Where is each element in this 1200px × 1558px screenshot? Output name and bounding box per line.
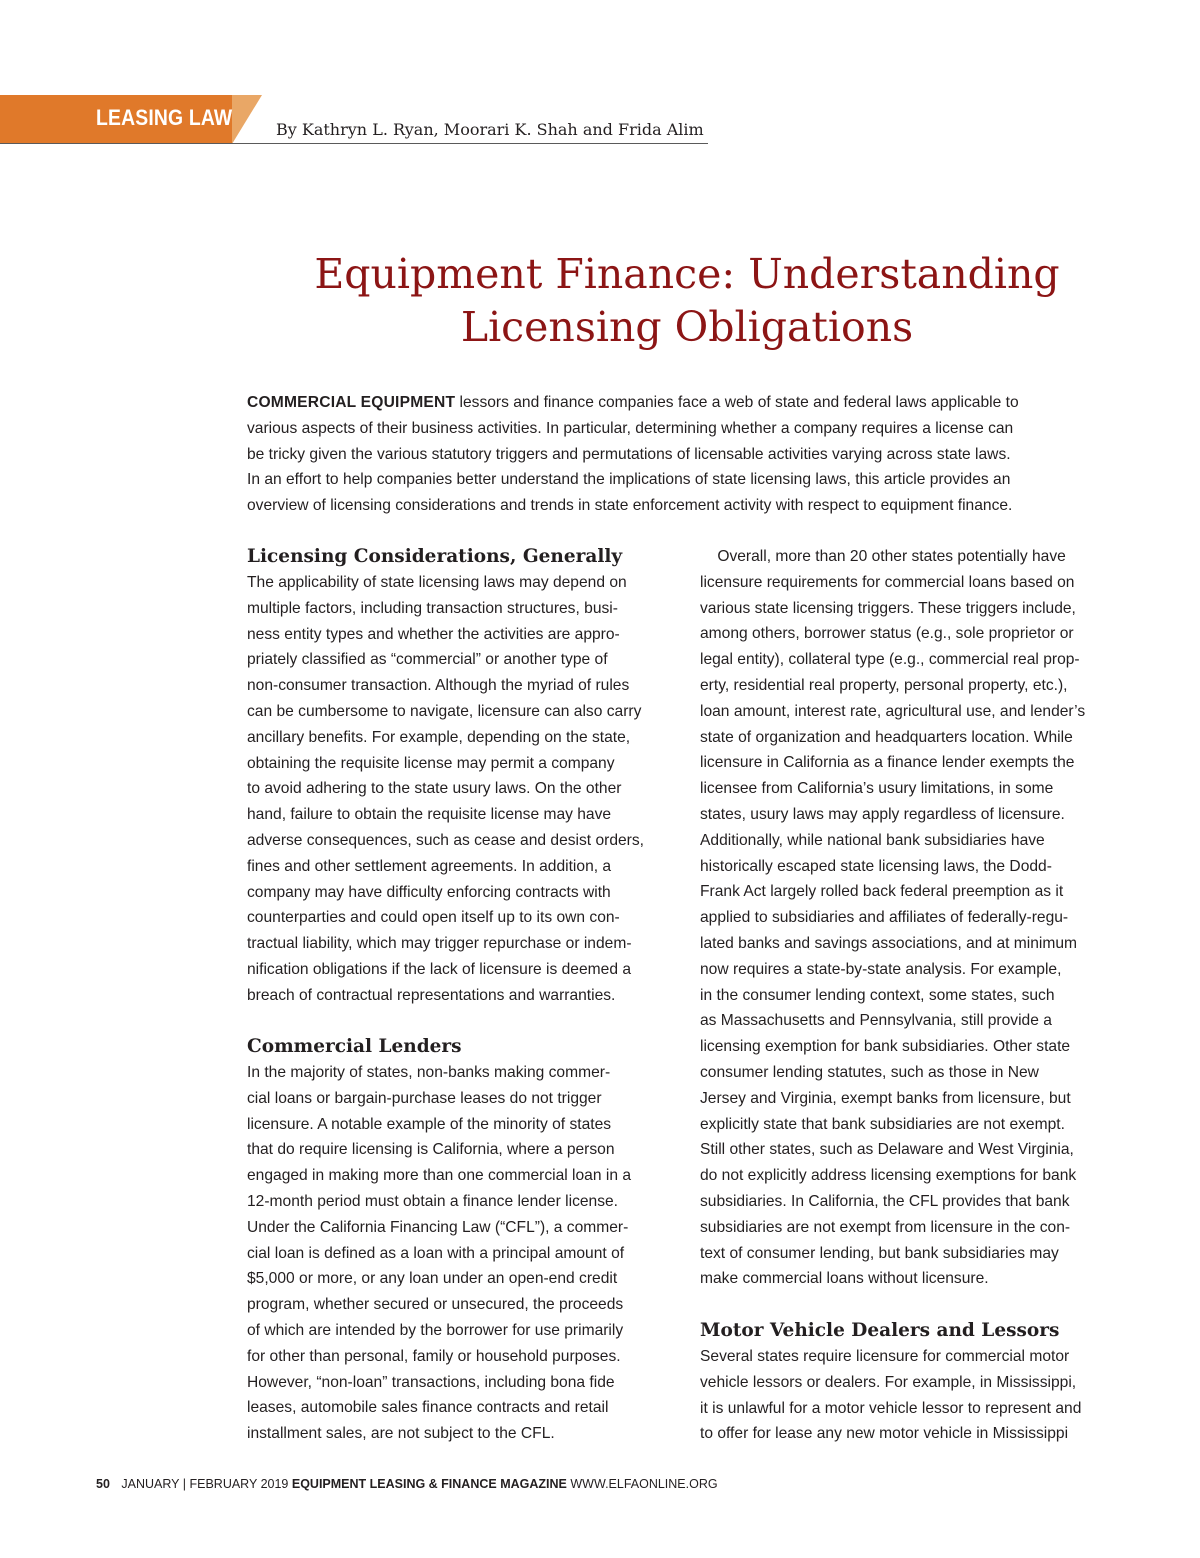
section-body — [247, 1060, 631, 1447]
body-line: text of consumer lending, but bank subsidiaries may — [700, 1244, 1059, 1262]
body-line: Jersey and Virginia, exempt banks from licensure, but — [700, 1089, 1071, 1107]
body-line: nification obligations if the lack of licensure is deemed a — [247, 960, 631, 978]
body-line: for other than personal, family or household purposes. — [247, 1347, 621, 1365]
body-line: subsidiaries. In California, the CFL provides that bank — [700, 1192, 1070, 1210]
body-line: historically escaped state licensing laws, the Dodd- — [700, 857, 1052, 875]
body-line: applied to subsidiaries and affiliates of federally-regu- — [700, 909, 1069, 927]
body-line: make commercial loans without licensure. — [700, 1270, 989, 1288]
body-line: licensing exemption for bank subsidiaries. Other state — [700, 1038, 1071, 1056]
byline: By Kathryn L. Ryan, Moorari K. Shah and Frida Alim — [276, 120, 704, 139]
body-line: vehicle lessors or dealers. For example, in Mississippi, — [700, 1373, 1077, 1391]
body-line: non-consumer transaction. Although the myriad of rules — [247, 677, 630, 695]
body-line: ancillary benefits. For example, depending on the state, — [247, 728, 631, 746]
lead-line: various aspects of their business activities. In particular, determining whether a company requires a license can — [247, 419, 1014, 437]
body-line: lated banks and savings associations, and at minimum — [700, 934, 1078, 952]
body-line: that do require licensing is California, where a person — [247, 1141, 615, 1159]
section-tab-fold — [232, 95, 262, 144]
body-line: various state licensing triggers. These triggers include, — [700, 599, 1076, 617]
title-line: Licensing Obligations — [460, 303, 914, 351]
magazine-name: EQUIPMENT LEASING & FINANCE MAGAZINE — [291, 1477, 567, 1491]
body-line: counterparties and could open itself up to its own con- — [247, 909, 620, 927]
lead-line-rest: lessors and finance companies face a web of state and federal laws applicable to — [455, 394, 1019, 411]
website: WWW.ELFAONLINE.ORG — [570, 1477, 718, 1491]
body-line: multiple factors, including transaction structures, busi- — [247, 599, 618, 617]
body-line: installment sales, are not subject to the CFL. — [247, 1425, 555, 1443]
body-line: do not explicitly address licensing exemptions for bank — [700, 1167, 1077, 1185]
body-line: Under the California Financing Law (“CFL”), a commer- — [247, 1218, 629, 1236]
body-line: company may have difficulty enforcing contracts with — [247, 883, 611, 901]
body-line: fines and other settlement agreements. In addition, a — [247, 857, 612, 875]
body-line: However, “non-loan” transactions, including bona fide — [247, 1373, 615, 1391]
body-line: Frank Act largely rolled back federal preemption as it — [700, 883, 1064, 901]
body-line: 12-month period must obtain a finance lender license. — [247, 1192, 619, 1210]
body-line: tractual liability, which may trigger repurchase or indem- — [247, 935, 632, 953]
body-line: explicitly state that bank subsidiaries are not exempt. — [700, 1115, 1065, 1133]
body-line: engaged in making more than one commercial loan in a — [247, 1167, 632, 1185]
body-line: priately classified as “commercial” or another type of — [247, 651, 608, 669]
byline-rule — [0, 143, 708, 144]
body-line: In the majority of states, non-banks making commer- — [247, 1064, 611, 1081]
body-line: erty, residential real property, personal property, etc.), — [700, 676, 1068, 694]
body-line: to offer for lease any new motor vehicle in Mississippi — [700, 1425, 1069, 1443]
section-body — [247, 570, 644, 1009]
body-line: state of organization and headquarters location. While — [700, 728, 1073, 746]
article-title — [246, 248, 1128, 354]
body-line: licensee from California’s usury limitations, in some — [700, 780, 1054, 798]
body-line: in the consumer lending context, some states, such — [700, 986, 1055, 1004]
body-line: legal entity), collateral type (e.g., commercial real prop- — [700, 651, 1080, 669]
body-line: cial loan is defined as a loan with a principal amount of — [247, 1244, 625, 1262]
body-line: hand, failure to obtain the requisite license may have — [247, 806, 612, 824]
lead-in: COMMERCIAL EQUIPMENT — [247, 394, 456, 411]
body-line: among others, borrower status (e.g., sole proprietor or — [700, 625, 1074, 643]
body-line: as Massachusetts and Pennsylvania, still provide a — [700, 1012, 1052, 1030]
section-body — [700, 544, 1085, 1292]
section-heading: Licensing Considerations, Generally — [247, 546, 623, 567]
body-line: loan amount, interest rate, agricultural use, and lender’s — [700, 702, 1086, 720]
body-line: adverse consequences, such as cease and desist orders, — [247, 831, 645, 849]
body-line: states, usury laws may apply regardless of licensure. — [700, 805, 1065, 823]
lead-line — [247, 390, 1137, 416]
page-number: 50 — [96, 1477, 110, 1491]
section-heading: Commercial Lenders — [247, 1036, 462, 1057]
body-line: program, whether secured or unsecured, the proceeds — [247, 1296, 624, 1314]
lead-line: be tricky given the various statutory triggers and permutations of licensable activities varying across state laws. — [247, 445, 1011, 463]
body-line: of which are intended by the borrower for use primarily — [247, 1321, 624, 1339]
body-line: now requires a state-by-state analysis. For example, — [700, 960, 1062, 978]
body-line: cial loans or bargain-purchase leases do not trigger — [247, 1089, 602, 1107]
body-line: The applicability of state licensing laws may depend on — [247, 574, 627, 591]
body-line: Still other states, such as Delaware and West Virginia, — [700, 1141, 1074, 1159]
section-heading: Motor Vehicle Dealers and Lessors — [700, 1320, 1060, 1341]
body-line: ness entity types and whether the activities are appro- — [247, 625, 620, 643]
body-line: licensure requirements for commercial loans based on — [700, 573, 1075, 591]
section-label: LEASING LAW — [96, 105, 233, 130]
body-line: Several states require licensure for commercial motor — [700, 1348, 1070, 1365]
body-line: Overall, more than 20 other states potentially have — [700, 548, 1066, 565]
body-line: can be cumbersome to navigate, licensure can also carry — [247, 702, 642, 720]
page-footer — [96, 1477, 718, 1491]
body-line: licensure. A notable example of the minority of states — [247, 1115, 612, 1133]
body-line: it is unlawful for a motor vehicle lessor to represent and — [700, 1399, 1082, 1417]
body-line: consumer lending statutes, such as those in New — [700, 1063, 1039, 1081]
lead-line: In an effort to help companies better understand the implications of state licensing laws, this article provides an — [247, 471, 1011, 489]
continuation-text — [700, 544, 1085, 1292]
body-line: subsidiaries are not exempt from licensure in the con- — [700, 1218, 1071, 1236]
section-licensing-considerations — [247, 544, 644, 1009]
lead-line: overview of licensing considerations and trends in state enforcement activity with respect to equipment finance. — [247, 497, 1013, 515]
title-line: Equipment Finance: Understanding — [314, 250, 1060, 298]
section-body — [700, 1344, 1081, 1447]
body-line: obtaining the requisite license may permit a company — [247, 754, 615, 772]
body-line: $5,000 or more, or any loan under an open-end credit — [247, 1270, 618, 1288]
body-line: licensure in California as a finance lender exempts the — [700, 754, 1075, 772]
lead-paragraph — [247, 390, 1137, 519]
issue-date: JANUARY | FEBRUARY 2019 — [121, 1477, 289, 1491]
body-line: leases, automobile sales finance contracts and retail — [247, 1399, 609, 1417]
body-line: to avoid adhering to the state usury laws. On the other — [247, 780, 622, 798]
body-line: breach of contractual representations and warranties. — [247, 986, 616, 1004]
section-motor-vehicle — [700, 1318, 1081, 1447]
body-line: Additionally, while national bank subsidiaries have — [700, 831, 1045, 849]
section-commercial-lenders — [247, 1034, 631, 1447]
